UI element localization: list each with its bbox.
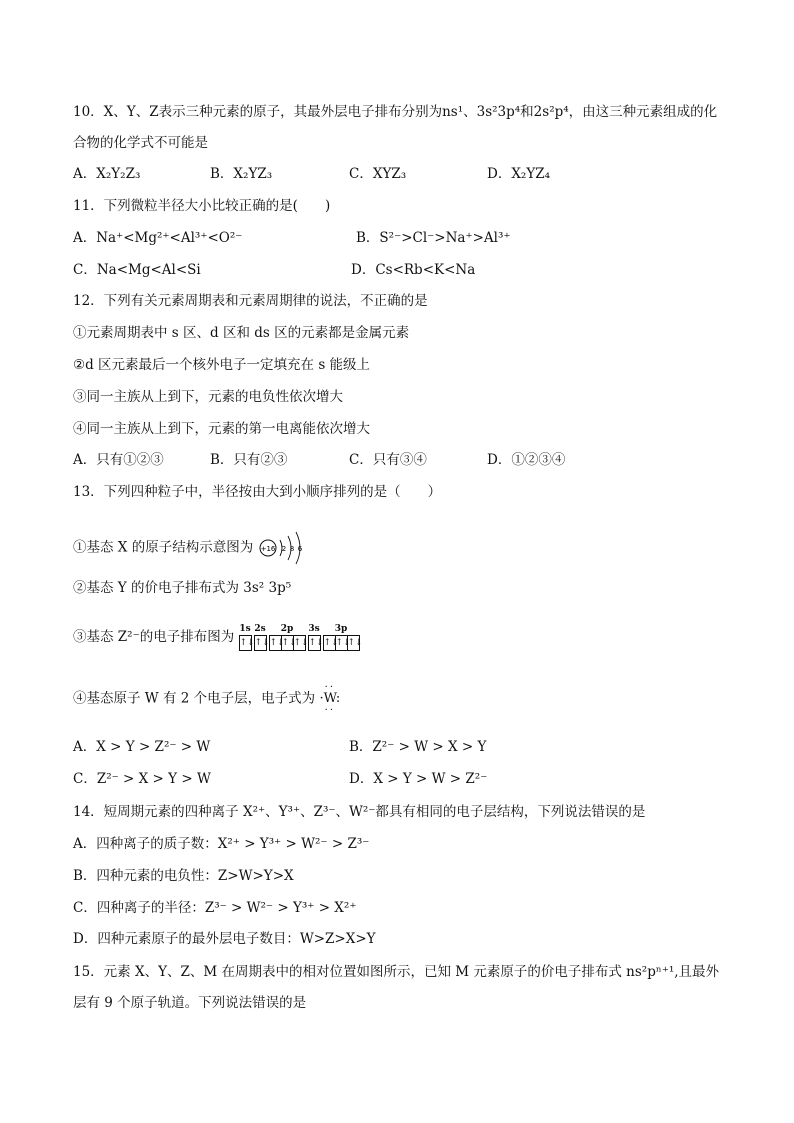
q14-option-a[interactable]: A．四种离子的质子数：X²⁺ > Y³⁺ > W²⁻ > Z³⁻ [73,836,370,852]
orbital-label: 3p [334,624,348,634]
q13-item-3 [73,624,362,651]
q12-statement-4: ④同一主族从上到下，元素的第一电离能依次增大 [73,421,370,437]
orbital-box: ↑↓ [239,638,255,648]
orbital-group-3s [308,624,324,651]
orbital-label: 2p [280,624,294,634]
orbital-box: ↑↓ [347,638,363,648]
orbital-group-2p [269,624,309,651]
orbital-box: ↑↓ [254,638,270,648]
q10-option-d[interactable]: D．X₂YZ₄ [487,166,551,182]
q13-item-1 [73,530,310,566]
q10-option-b[interactable]: B．X₂YZ₃ [210,166,273,182]
orbital-group-1s [239,624,255,651]
q13-item-3-text: ③基态 Z²⁻的电子排布图为 [73,629,235,645]
q12-option-d[interactable]: D．①②③④ [487,452,566,468]
q12-statement-3: ③同一主族从上到下，元素的电负性依次增大 [73,389,343,405]
lewis-symbol: W [323,691,336,706]
orbital-label: 2s [254,624,266,634]
orbital-diagram [239,624,362,651]
q12-option-c[interactable]: C．只有③④ [349,452,427,468]
q10-line2: 合物的化学式不可能是 [73,135,208,151]
q14-option-c[interactable]: C．四种离子的半径：Z³⁻ > W²⁻ > Y³⁺ > X²⁺ [73,900,357,916]
q11-option-a[interactable]: A．Na⁺<Mg²⁺<Al³⁺<O²⁻ [73,230,243,246]
q13-option-a[interactable]: A．X > Y > Z²⁻ > W [73,739,211,755]
shell-1-count: 2 [281,545,286,553]
nucleus-charge: +16 [260,545,275,553]
q13-item-4 [73,683,340,715]
q11-option-d[interactable]: D．Cs<Rb<K<Na [351,262,476,278]
q11-stem: 11．下列微粒半径大小比较正确的是( ) [73,198,331,214]
orbital-box: ↑↓ [293,638,309,648]
q13-item-1-text: ①基态 X 的原子结构示意图为 [73,539,254,556]
orbital-box: ↑↓ [281,638,297,648]
orbital-label: 1s [239,624,251,634]
orbital-box: ↑↓ [335,638,351,648]
q13-item-2: ②基态 Y 的价电子排布式为 3s² 3p⁵ [73,580,292,596]
q12-statement-1: ①元素周期表中 s 区、d 区和 ds 区的元素都是金属元素 [73,325,410,341]
q10-option-c[interactable]: C．XYZ₃ [349,166,407,182]
q14-option-d[interactable]: D．四种元素原子的最外层电子数目：W>Z>X>Y [73,931,376,947]
q11-option-c[interactable]: C．Na<Mg<Al<Si [73,262,201,278]
atom-structure-diagram [258,530,310,566]
q13-option-b[interactable]: B．Z²⁻ > W > X > Y [349,739,487,755]
lewis-top-dots: ·· [324,682,335,693]
q14-stem: 14．短周期元素的四种离子 X²⁺、Y³⁺、Z³⁻、W²⁻都具有相同的电子层结构，下列说法错误的是 [73,804,646,820]
lewis-bottom-dots: ·· [324,705,335,716]
q13-option-d[interactable]: D．X > Y > W > Z²⁻ [349,771,488,787]
q12-statement-2: ②d 区元素最后一个核外电子一定填充在 s 能级上 [73,357,371,373]
q13-item-4-text: ④基态原子 W 有 2 个电子层，电子式为 [73,690,316,707]
shell-3-count: 6 [297,545,302,553]
q12-option-a[interactable]: A．只有①②③ [73,452,164,468]
lewis-right-dots: : [335,691,341,706]
q10-line1: 10．X、Y、Z表示三种元素的原子，其最外层电子排布分别为ns¹、3s²3p⁴和2s²p⁴，由这三种元素组成的化 [73,104,718,120]
lewis-structure-w [319,683,340,715]
q15-line1: 15．元素 X、Y、Z、M 在周期表中的相对位置如图所示，已知 M 元素原子的价电子排布式 ns²pⁿ⁺¹,且最外 [73,964,720,980]
q14-option-b[interactable]: B．四种元素的电负性：Z>W>Y>X [73,868,294,884]
shell-2-count: 8 [289,545,294,553]
orbital-group-2s [254,624,270,651]
q15-line2: 层有 9 个原子轨道。下列说法错误的是 [73,995,307,1011]
orbital-label: 3s [308,624,320,634]
q10-option-a[interactable]: A．X₂Y₂Z₃ [73,166,141,182]
orbital-box: ↑↓ [269,638,285,648]
lewis-left-dot: · [319,691,324,706]
q13-stem: 13．下列四种粒子中，半径按由大到小顺序排列的是（ ） [73,484,442,500]
q13-option-c[interactable]: C．Z²⁻ > X > Y > W [73,771,211,787]
q12-stem: 12．下列有关元素周期表和元素周期律的说法，不正确的是 [73,293,428,309]
q12-option-b[interactable]: B．只有②③ [210,452,288,468]
orbital-group-3p [323,624,363,651]
orbital-box: ↑↓ [323,638,339,648]
orbital-box: ↑↓ [308,638,324,648]
q11-option-b[interactable]: B．S²⁻>Cl⁻>Na⁺>Al³⁺ [356,230,511,246]
